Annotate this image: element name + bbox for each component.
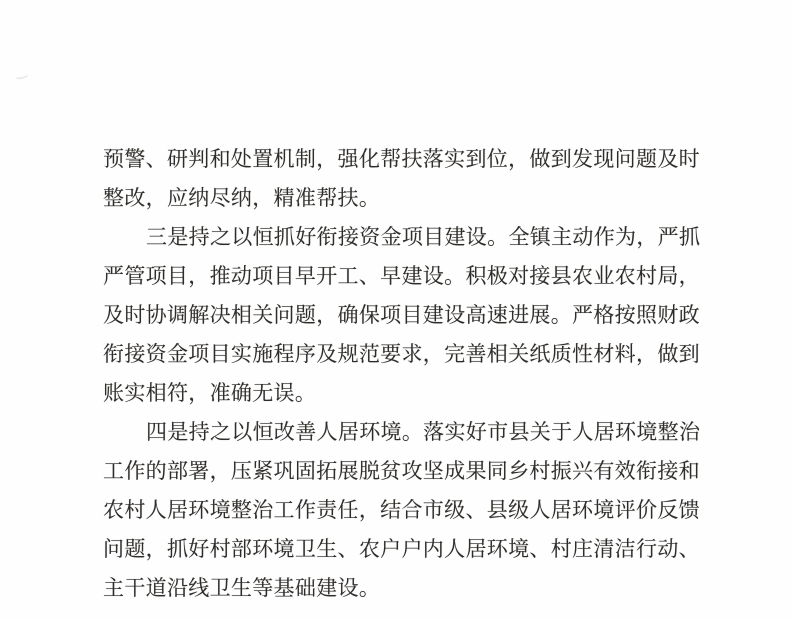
text-line: 预警、研判和处置机制，强化帮扶落实到位，做到发现问题及时 [103,147,700,171]
text-line: 四是持之以恒改善人居环境。落实好市县关于人居环境整治 [146,420,701,444]
text-line: 账实相符，准确无误。 [103,381,317,405]
text-line: 问题，抓好村部环境卫生、农户户内人居环境、村庄清洁行动、 [103,537,700,561]
document-text-block [103,140,703,608]
text-line: 严管项目，推动项目早开工、早建设。积极对接县农业农村局， [103,264,700,288]
text-line: 工作的部署，压紧巩固拓展脱贫攻坚成果同乡村振兴有效衔接和 [103,459,700,483]
text-line: 三是持之以恒抓好衔接资金项目建设。全镇主动作为，严抓 [146,225,701,249]
text-line: 农村人居环境整治工作责任，结合市级、县级人居环境评价反馈 [103,498,700,522]
text-line: 衔接资金项目实施程序及规范要求，完善相关纸质性材料，做到 [103,342,700,366]
text-line: 及时协调解决相关问题，确保项目建设高速进展。严格按照财政 [103,303,700,327]
scan-artifact-mark [14,70,28,80]
text-line: 整改，应纳尽纳，精准帮扶。 [103,186,381,210]
text-line: 主干道沿线卫生等基础建设。 [103,576,381,600]
